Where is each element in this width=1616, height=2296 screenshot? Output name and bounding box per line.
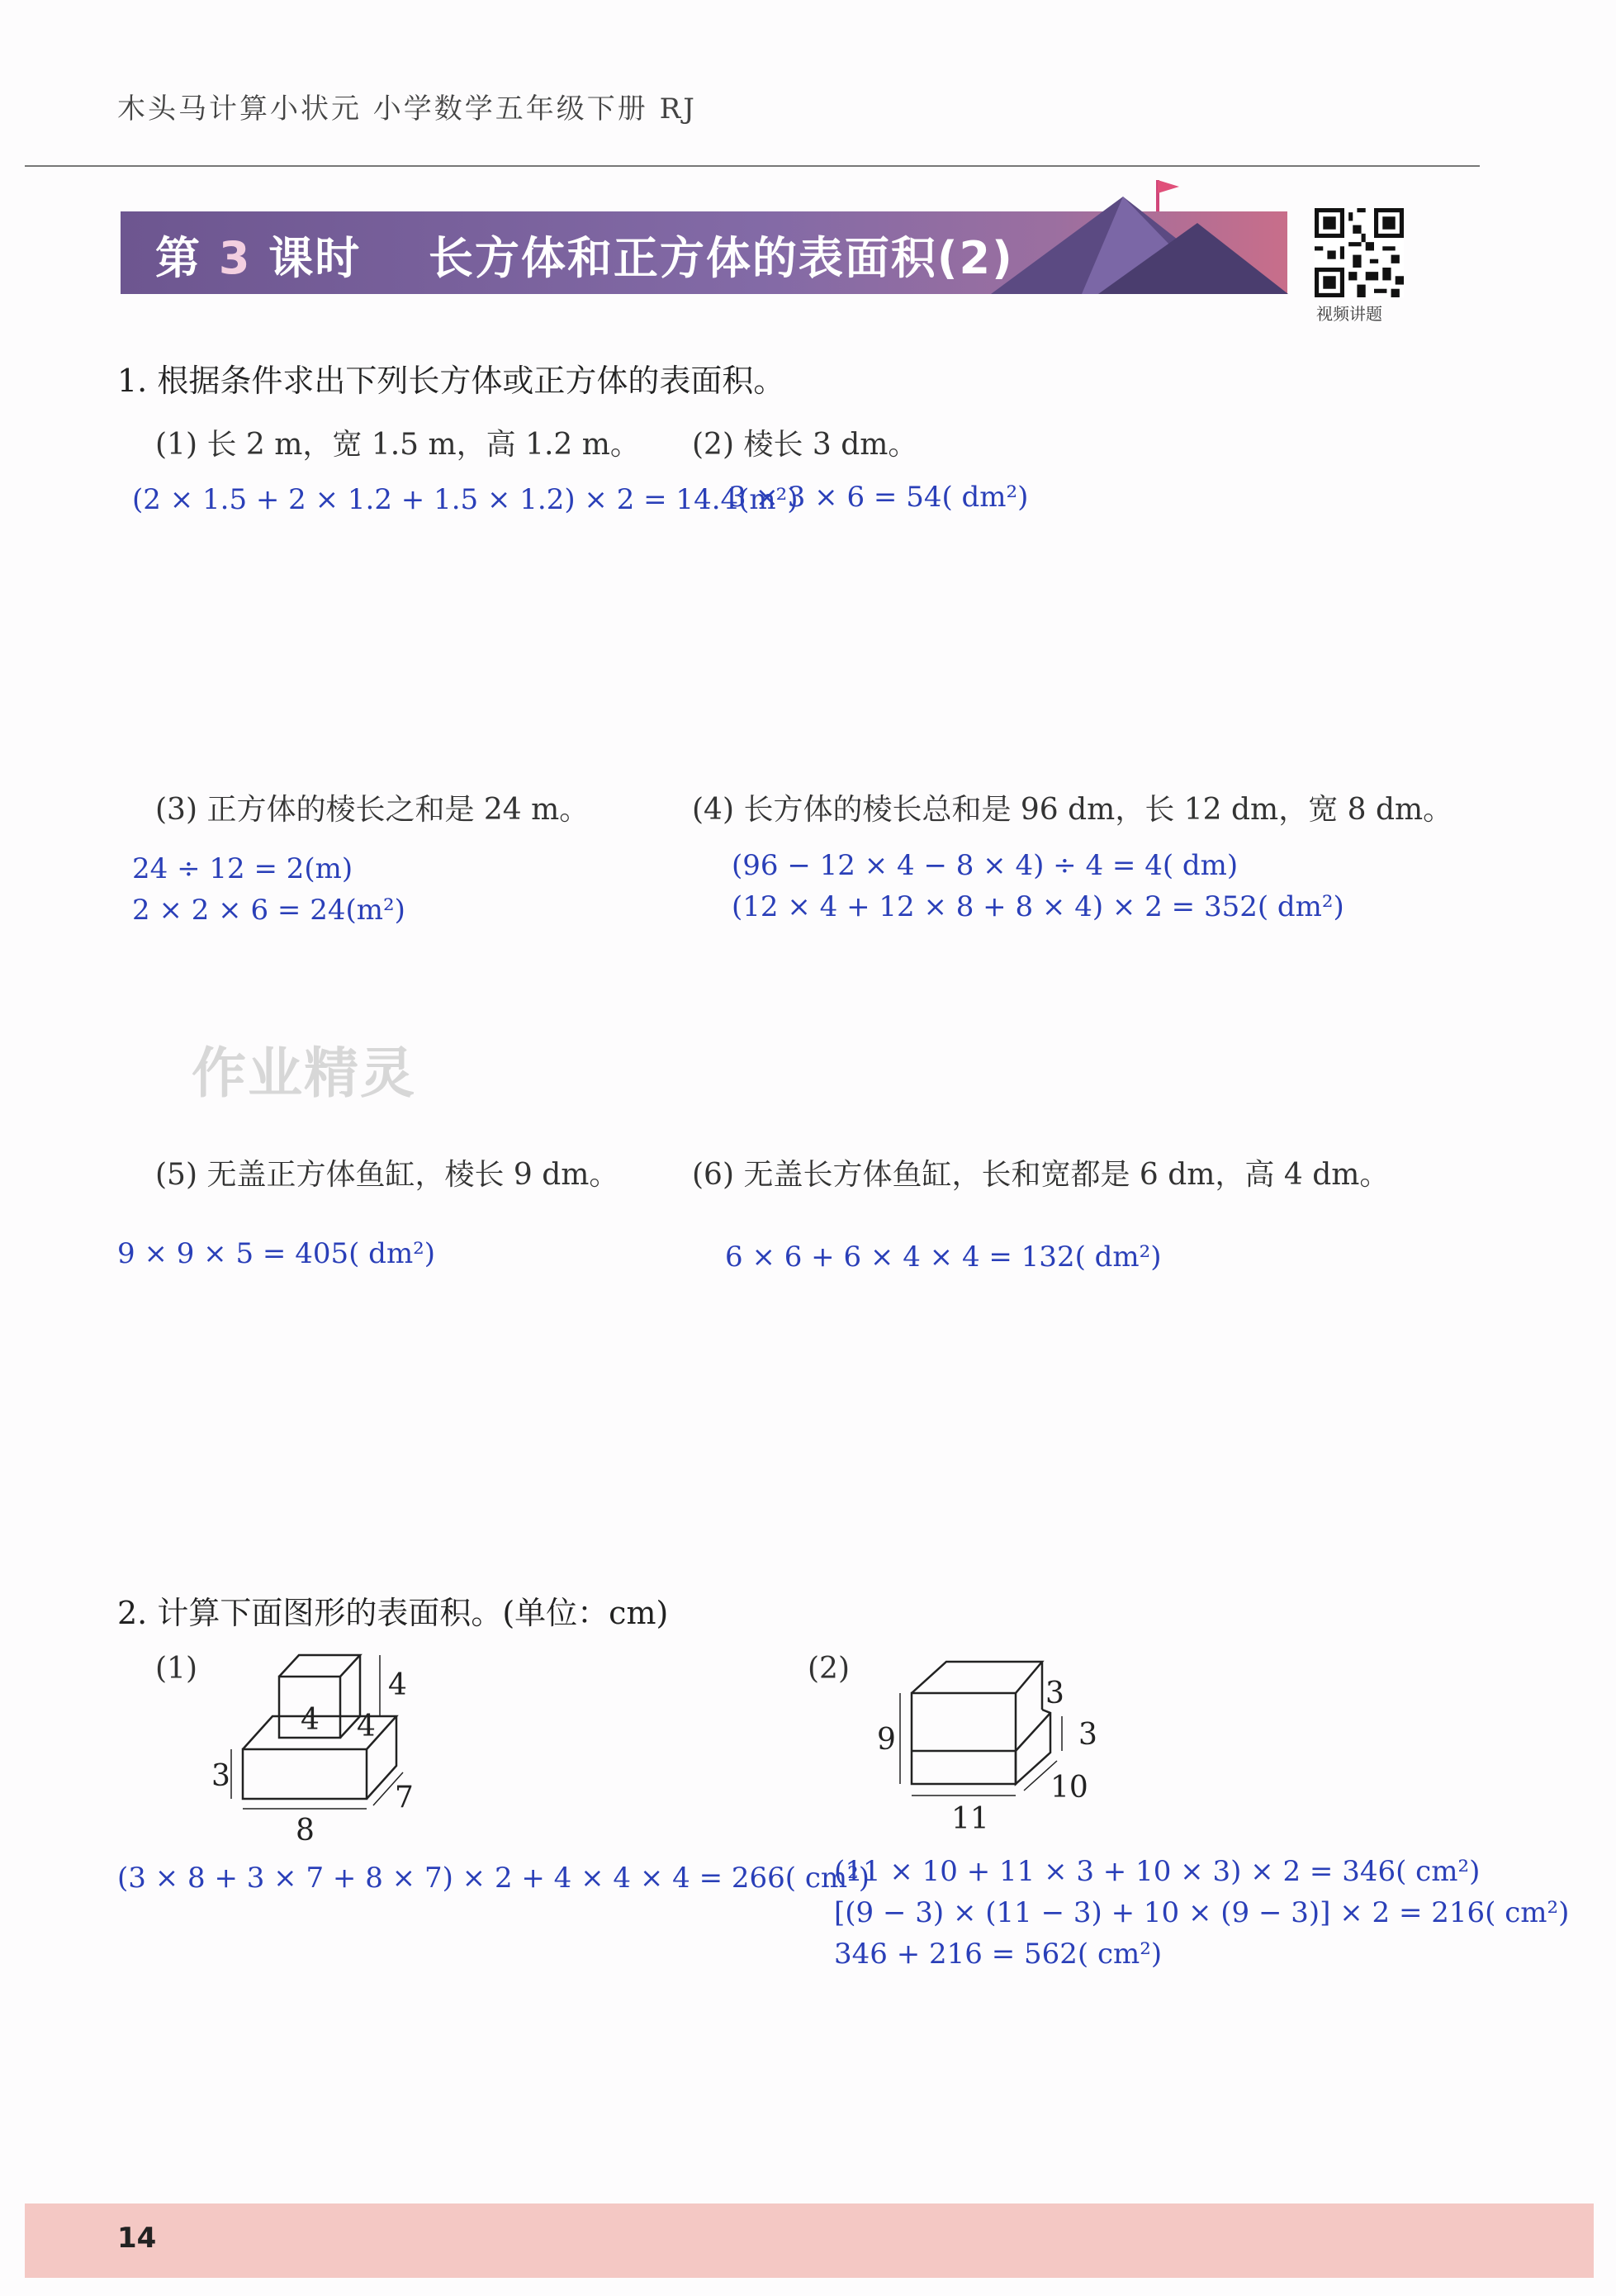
fig1-dim-top-front: 4 xyxy=(301,1703,320,1737)
q1-item-6-answer: 6 × 6 + 6 × 4 × 4 = 132( dm²) xyxy=(725,1241,1162,1274)
fig2-answer-2: [(9 − 3) × (11 − 3) + 10 × (9 − 3)] × 2 = 216( cm²) xyxy=(834,1896,1570,1929)
q1-item-2-label: (2) 棱长 3 dm。 xyxy=(692,428,918,462)
q1-item-4-label: (4) 长方体的棱长总和是 96 dm，长 12 dm，宽 8 dm。 xyxy=(692,793,1453,827)
fig2-answer-1: (11 × 10 + 11 × 3 + 10 × 3) × 2 = 346( cm²) xyxy=(834,1855,1481,1888)
lesson-prefix: 第 xyxy=(155,232,201,284)
fig2-dim-height: 9 xyxy=(877,1723,896,1757)
q1-item-4-answer-1: (96 − 12 × 4 − 8 × 4) ÷ 4 = 4( dm) xyxy=(732,849,1239,882)
q1-item-2-answer: 3 × 3 × 6 = 54( dm²) xyxy=(728,481,1029,514)
q1-prompt: 1. 根据条件求出下列长方体或正方体的表面积。 xyxy=(117,363,785,399)
fig1-dim-top-height: 4 xyxy=(388,1668,407,1702)
q1-item-6-label: (6) 无盖长方体鱼缸，长和宽都是 6 dm，高 4 dm。 xyxy=(692,1158,1390,1192)
fig2-answer-3: 346 + 216 = 562( cm²) xyxy=(834,1938,1163,1971)
q1-item-5-answer: 9 × 9 × 5 = 405( dm²) xyxy=(117,1237,436,1270)
mountain-flag-icon xyxy=(974,173,1288,294)
q1-item-1-answer: (2 × 1.5 + 2 × 1.2 + 1.5 × 1.2) × 2 = 14.4(m²) xyxy=(132,483,799,516)
lesson-title xyxy=(155,223,1014,287)
fig2-dim-step-depth: 3 xyxy=(1045,1677,1064,1710)
qr-label: 视频讲题 xyxy=(1316,304,1382,324)
fig2-dim-length: 11 xyxy=(951,1802,989,1836)
header-divider xyxy=(25,165,1480,167)
fig1-dim-base-width: 7 xyxy=(395,1781,414,1815)
q1-item-1-label: (1) 长 2 m，宽 1.5 m，高 1.2 m。 xyxy=(155,428,640,462)
lesson-number: 3 xyxy=(218,232,252,284)
fig1-solid-diagram xyxy=(206,1644,446,1858)
footer-band xyxy=(25,2203,1594,2278)
q1-item-3-answer-1: 24 ÷ 12 = 2(m) xyxy=(132,852,353,885)
lesson-topic: 长方体和正方体的表面积(2) xyxy=(428,232,1014,284)
q1-item-3-answer-2: 2 × 2 × 6 = 24(m²) xyxy=(132,894,405,927)
fig1-dim-base-length: 8 xyxy=(296,1814,315,1848)
fig2-dim-width: 10 xyxy=(1050,1771,1088,1805)
page-number: 14 xyxy=(117,2222,157,2255)
q1-item-3-label: (3) 正方体的棱长之和是 24 m。 xyxy=(155,793,590,827)
q2-prompt: 2. 计算下面图形的表面积。(单位：cm) xyxy=(117,1595,669,1631)
fig2-dim-step-height: 3 xyxy=(1078,1718,1097,1752)
fig1-dim-top-side: 4 xyxy=(357,1710,376,1743)
book-header: 木头马计算小状元 小学数学五年级下册 RJ xyxy=(117,93,697,126)
lesson-suffix: 课时 xyxy=(268,232,362,284)
fig1-label: (1) xyxy=(155,1652,197,1686)
qr-code-icon[interactable] xyxy=(1315,208,1404,297)
q1-item-5-label: (5) 无盖正方体鱼缸，棱长 9 dm。 xyxy=(155,1158,619,1192)
fig2-label: (2) xyxy=(808,1652,850,1686)
fig1-dim-base-height: 3 xyxy=(211,1759,230,1793)
fig1-answer: (3 × 8 + 3 × 7 + 8 × 7) × 2 + 4 × 4 × 4 = 266( cm²) xyxy=(117,1862,870,1895)
q1-item-4-answer-2: (12 × 4 + 12 × 8 + 8 × 4) × 2 = 352( dm²) xyxy=(732,890,1344,923)
watermark: 作业精灵 xyxy=(192,1041,416,1105)
